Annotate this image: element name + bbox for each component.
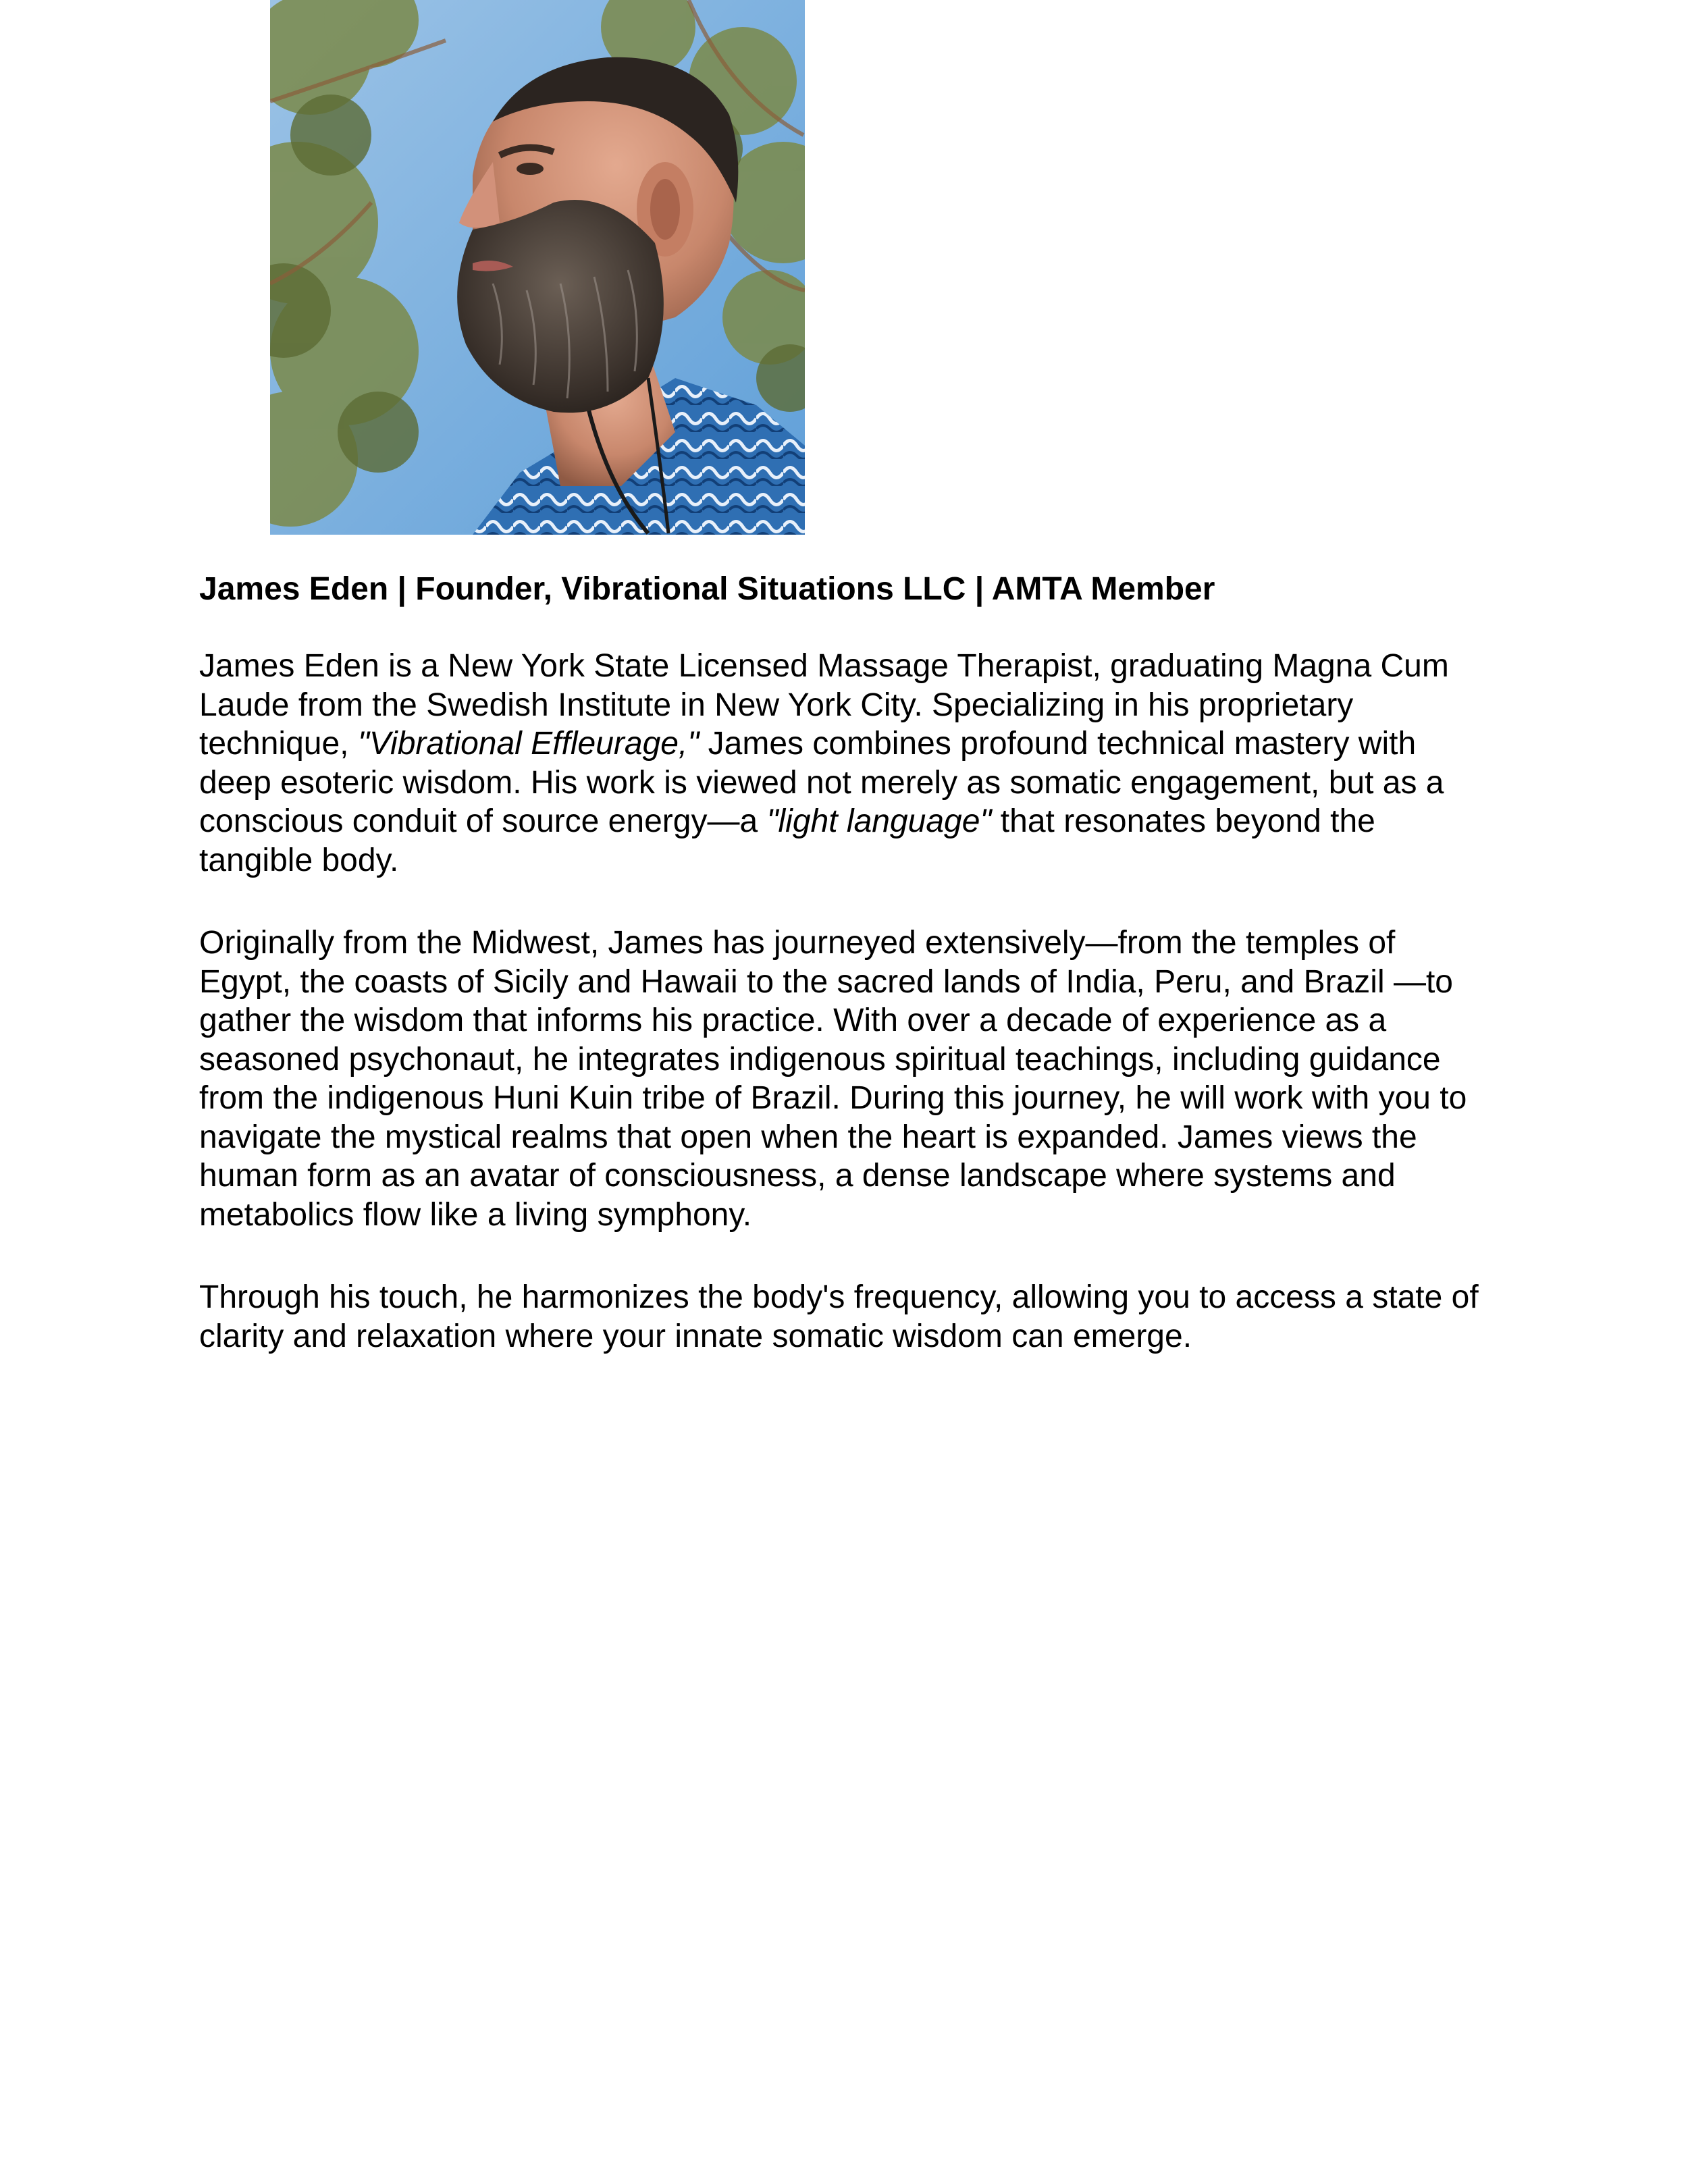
paragraph-1-text-a: James Eden is a New York State Licensed Massage Therapist, graduating Magna Cum Laude from the Swedish Institute in New York City. Specializing in his proprietary technique, [199,648,1449,762]
technique-name-emphasis: "Vibrational Effleurage," [357,726,700,762]
bio-paragraph-2: Originally from the Midwest, James has journeyed extensively—from the temples of Egypt, the coasts of Sicily and Hawaii to the sacred lands of India, Peru, and Brazil —to gather the wisdom that informs his practice. With over a decade of experience as a seasoned psychonaut, he integrates indigenous spiritual teachings, including guidance from the indigenous Huni Kuin tribe of Brazil. During this journey, he will work with you to navigate the mystical realms that open when the heart is expanded. James views the human form as an avatar of consciousness, a dense landscape where systems and metabolics flow like a living symphony. [199,925,1467,1233]
bio-heading: James Eden | Founder, Vibrational Situations LLC | AMTA Member [199,571,1215,607]
paragraph-1-text-b: James combines profound technical mastery with deep esoteric wisdom. His work is viewed not merely as somatic engagement, but as a conscious conduit of source energy—a [199,726,1444,839]
bio-document [199,566,1496,1356]
bio-paragraph-3: Through his touch, he harmonizes the body's frequency, allowing you to access a state of clarity and relaxation where your innate somatic wisdom can emerge. [199,1279,1479,1354]
paragraph-1-text-c: that resonates beyond the tangible body. [199,803,1375,878]
portrait-image [270,0,805,535]
bio-paragraph-1 [199,647,1496,880]
portrait-photo [270,0,805,535]
light-language-emphasis: "light language" [766,803,992,839]
